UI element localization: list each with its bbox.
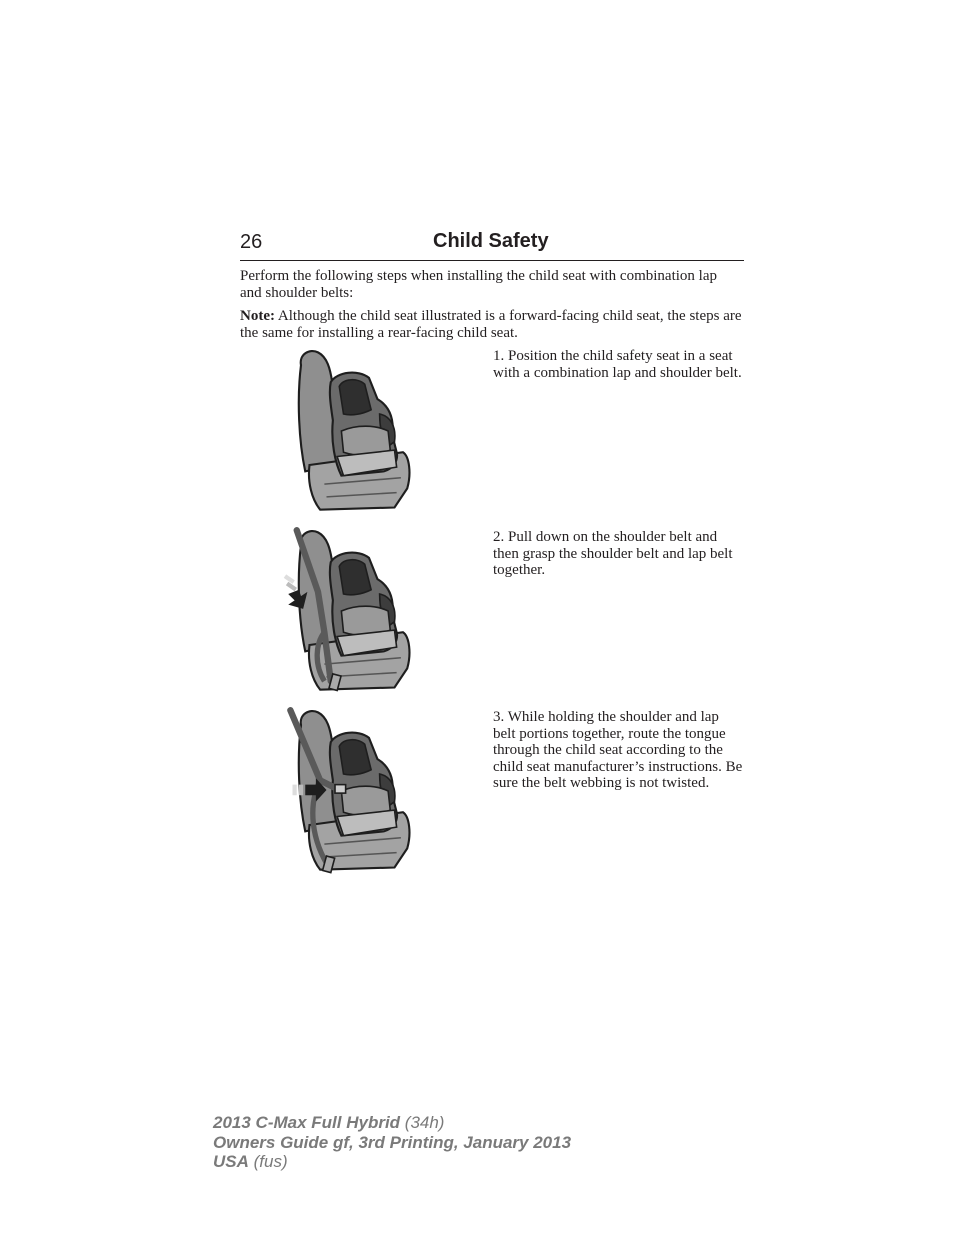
step-2-text: 2. Pull down on the shoulder belt and then grasp the shoulder belt and lap belt together. <box>493 529 733 578</box>
step-1-illustration <box>272 346 432 516</box>
step-1-text: 1. Position the child safety seat in a seat with a combination lap and shoulder belt. <box>493 348 742 381</box>
step-2-illustration <box>272 526 432 696</box>
page-header <box>240 228 744 261</box>
note-paragraph <box>240 308 744 342</box>
step-3-text: 3. While holding the shoulder and lap belt portions together, route the tongue through the child seat according to the child seat manufacturer’s instructions. Be sure the belt webbing is not twisted. <box>493 709 743 791</box>
note-label: Note: <box>240 308 275 324</box>
note-text: Although the child seat illustrated is a forward-facing child seat, the steps are the same for installing a rear-facing child seat. <box>240 308 742 341</box>
page-footer <box>213 1113 571 1172</box>
footer-line-1: 2013 C-Max Full Hybrid (34h) <box>213 1113 445 1132</box>
footer-line-3: USA (fus) <box>213 1152 288 1171</box>
section-title: Child Safety <box>433 230 549 252</box>
footer-line-2: Owners Guide gf, 3rd Printing, January 2013 <box>213 1132 572 1152</box>
belt-tongue <box>335 785 346 794</box>
intro-paragraph: Perform the following steps when installing the child seat with combination lap and shoulder belts: <box>240 268 717 301</box>
page-number: 26 <box>240 231 263 253</box>
step-3-illustration <box>272 706 432 876</box>
